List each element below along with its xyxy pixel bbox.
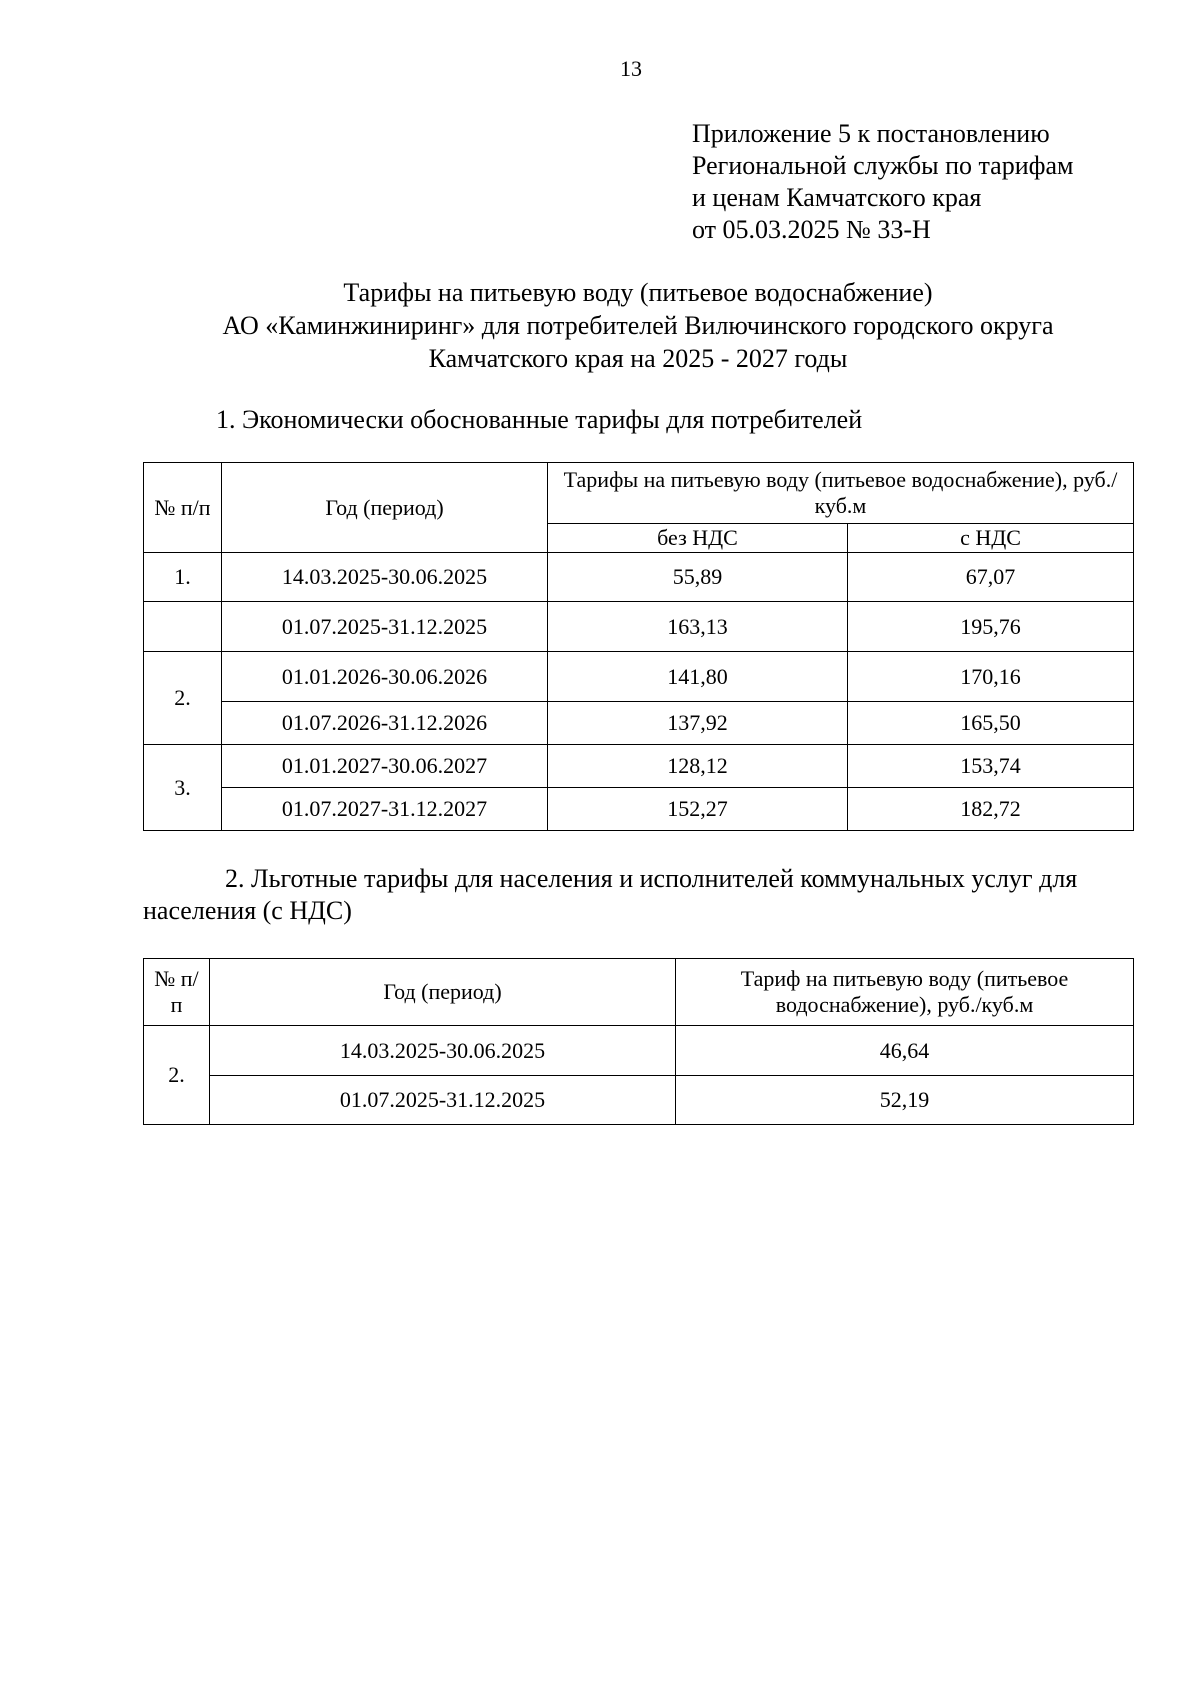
row-without-vat: 141,80: [548, 652, 848, 702]
row-with-vat: 153,74: [848, 745, 1134, 788]
table-row: [144, 652, 1134, 702]
row-without-vat: 128,12: [548, 745, 848, 788]
table-row: [144, 745, 1134, 788]
title-line: Тарифы на питьевую воду (питьевое водоснабжение): [343, 278, 933, 307]
section1-heading: 1. Экономически обоснованные тарифы для потребителей: [216, 405, 863, 434]
row-period: 01.01.2027-30.06.2027: [222, 745, 548, 788]
row-period: 01.07.2027-31.12.2027: [222, 788, 548, 831]
row-with-vat: 182,72: [848, 788, 1134, 831]
row-with-vat: 67,07: [848, 553, 1134, 602]
table-row: [144, 553, 1134, 602]
row-period: 01.01.2026-30.06.2026: [222, 652, 548, 702]
header-num: № п/п: [144, 959, 210, 1026]
document-title: [143, 276, 1133, 375]
row-without-vat: 152,27: [548, 788, 848, 831]
appendix-block: [692, 118, 1073, 246]
row-num: 1.: [144, 553, 222, 602]
row-period: 14.03.2025-30.06.2025: [210, 1026, 676, 1076]
section2-heading: 2. Льготные тарифы для населения и исполнителей коммунальных услуг для населения (с НДС): [143, 864, 1078, 925]
row-with-vat: 170,16: [848, 652, 1134, 702]
economic-tariffs-table: [143, 462, 1134, 831]
row-tariff: 46,64: [676, 1026, 1134, 1076]
header-without-vat: без НДС: [548, 524, 848, 553]
row-num: 3.: [144, 745, 222, 831]
row-without-vat: 163,13: [548, 602, 848, 652]
title-line: Камчатского края на 2025 - 2027 годы: [428, 344, 848, 373]
preferential-tariffs-table: [143, 958, 1134, 1125]
title-line: АО «Каминжиниринг» для потребителей Вилючинского городского округа: [222, 311, 1054, 340]
row-period: 01.07.2026-31.12.2026: [222, 702, 548, 745]
appendix-line: Приложение 5 к постановлению: [692, 119, 1050, 148]
row-without-vat: 55,89: [548, 553, 848, 602]
header-with-vat: с НДС: [848, 524, 1134, 553]
row-period: 01.07.2025-31.12.2025: [222, 602, 548, 652]
header-tariff: Тариф на питьевую воду (питьевое водоснабжение), руб./куб.м: [676, 959, 1134, 1026]
table-header-row: [144, 959, 1134, 1026]
row-num: [144, 602, 222, 652]
page-number: 13: [620, 56, 642, 81]
header-tariff: Тарифы на питьевую воду (питьевое водоснабжение), руб./куб.м: [548, 463, 1134, 524]
header-period: Год (период): [222, 463, 548, 553]
row-period: 14.03.2025-30.06.2025: [222, 553, 548, 602]
row-num: 2.: [144, 652, 222, 745]
appendix-line: от 05.03.2025 № 33-Н: [692, 215, 931, 244]
row-num: 2.: [144, 1026, 210, 1125]
row-with-vat: 195,76: [848, 602, 1134, 652]
table-header-row: [144, 463, 1134, 524]
appendix-line: Региональной службы по тарифам: [692, 151, 1074, 180]
header-period: Год (период): [210, 959, 676, 1026]
row-period: 01.07.2025-31.12.2025: [210, 1076, 676, 1125]
header-num: № п/п: [144, 463, 222, 553]
table-row: [144, 788, 1134, 831]
table-row: [144, 1076, 1134, 1125]
appendix-line: и ценам Камчатского края: [692, 183, 982, 212]
table-row: [144, 602, 1134, 652]
row-tariff: 52,19: [676, 1076, 1134, 1125]
table-row: [144, 1026, 1134, 1076]
table-row: [144, 702, 1134, 745]
row-without-vat: 137,92: [548, 702, 848, 745]
row-with-vat: 165,50: [848, 702, 1134, 745]
